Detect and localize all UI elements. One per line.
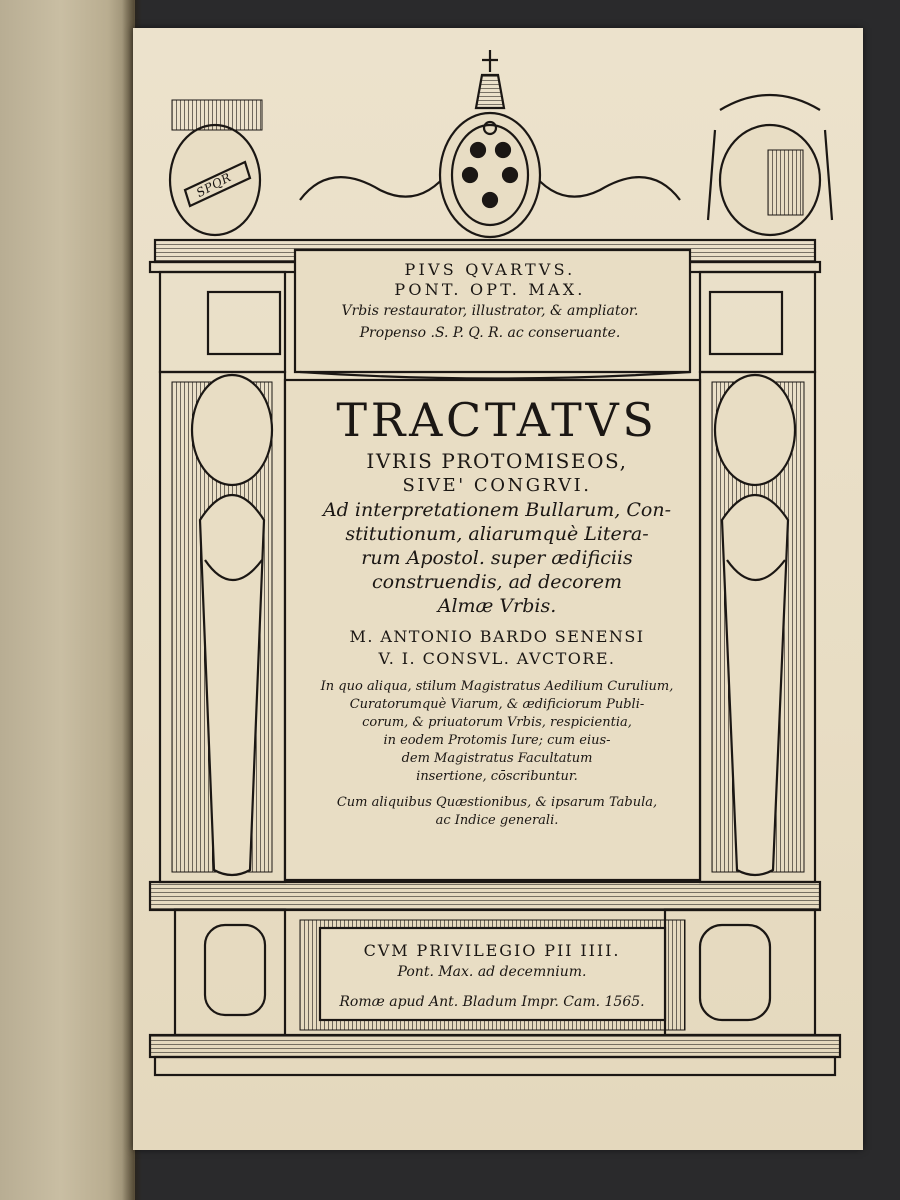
book-title: TRACTATVS [336, 393, 658, 447]
spqr-line: Propenso .S. P. Q. R. ac conseruante. [359, 325, 621, 341]
appendix-block [292, 794, 702, 830]
body-line: stitutionum, aliarumquè Litera- [345, 523, 649, 545]
author-name: M. ANTONIO BARDO SENENSI [349, 627, 645, 646]
description-line: corum, & priuatorum Vrbis, respicientia, [362, 715, 632, 730]
body-line: Almæ Vrbis. [437, 595, 557, 617]
top-cartouche [300, 260, 680, 344]
author-title: V. I. CONSVL. AVCTORE. [378, 649, 616, 668]
imprint-line: Romæ apud Ant. Bladum Impr. Cam. 1565. [339, 994, 645, 1010]
description-line: dem Magistratus Facultatum [401, 751, 593, 766]
description-line: insertione, cōscribuntur. [416, 769, 578, 784]
book-subtitle-2: SIVE' CONGRVI. [402, 475, 592, 496]
body-line: construendis, ad decorem [372, 571, 622, 593]
book-subtitle-1: IVRIS PROTOMISEOS, [366, 449, 628, 473]
pope-title: PONT. OPT. MAX. [394, 280, 586, 299]
description-line: In quo aliqua, stilum Magistratus Aedilium Curulium, [320, 679, 674, 694]
description-line: Curatorumquè Viarum, & ædificiorum Publi- [349, 697, 645, 712]
bottom-cartouche [322, 940, 662, 1016]
body-line: rum Apostol. super ædificiis [361, 547, 633, 569]
privilege-line: CVM PRIVILEGIO PII IIII. [363, 941, 621, 960]
appendix-line: Cum aliquibus Quæstionibus, & ipsarum Tabula, [336, 795, 658, 810]
body-line: Ad interpretationem Bullarum, Con- [322, 499, 672, 521]
description-line: in eodem Protomis Iure; cum eius- [383, 733, 611, 748]
appendix-line: ac Indice generali. [435, 813, 559, 828]
spqr-shield-text: SPQR [193, 169, 234, 201]
main-panel [292, 392, 702, 830]
description-block [292, 678, 702, 786]
pope-name: PIVS QVARTVS. [404, 260, 576, 279]
pope-epithet: Vrbis restaurator, illustrator, & ampliator. [341, 303, 639, 319]
privilege-term: Pont. Max. ad decemnium. [397, 964, 587, 980]
